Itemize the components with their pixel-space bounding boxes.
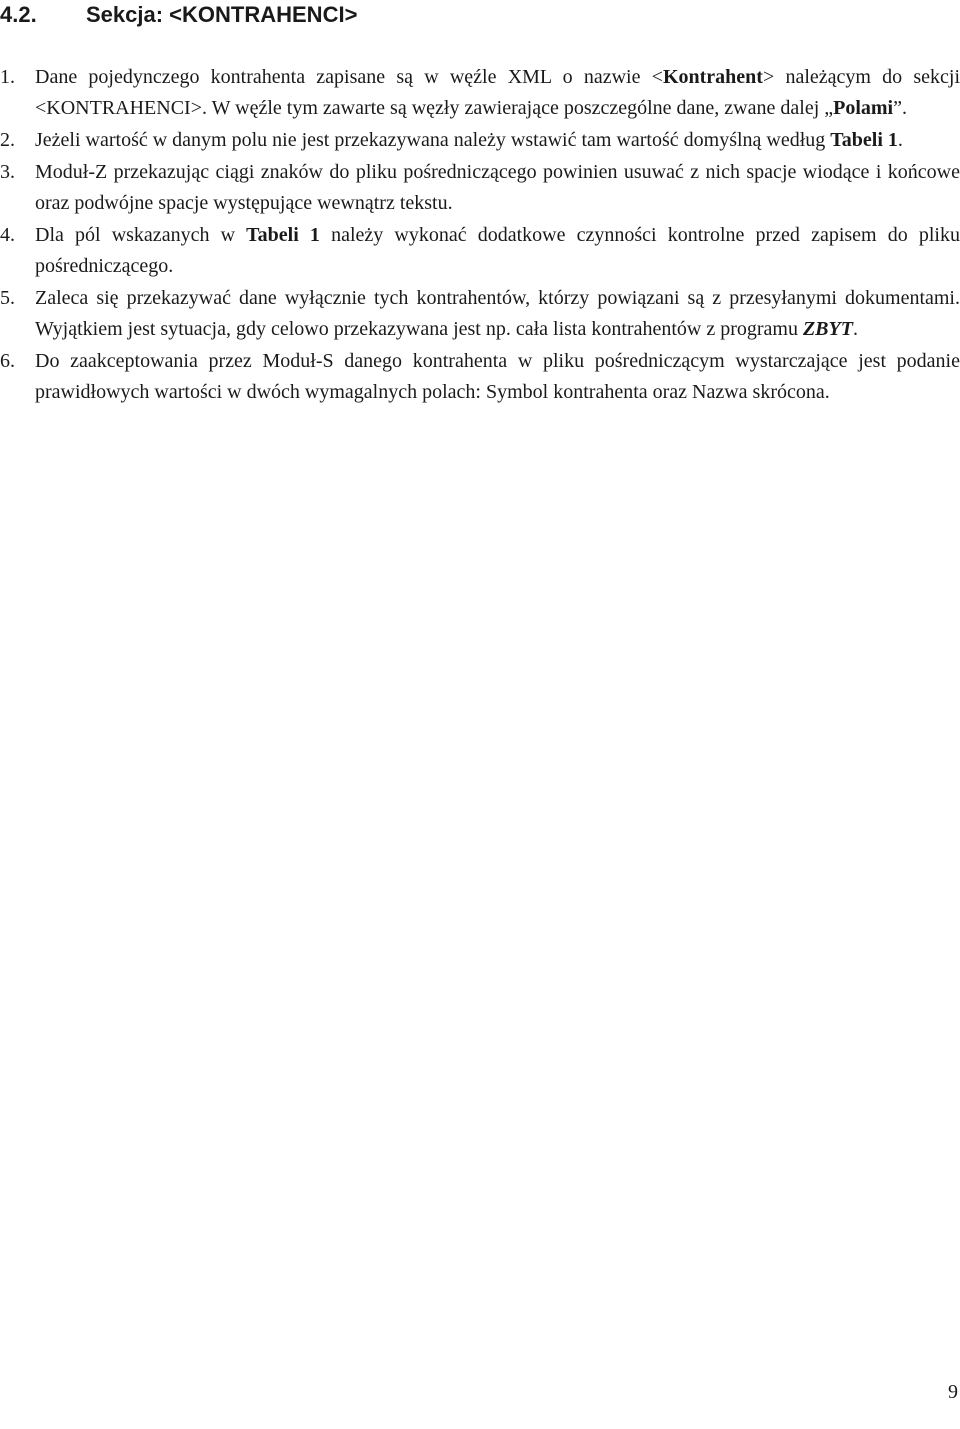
list-item-3: 3. Moduł-Z przekazując ciągi znaków do pliku pośredniczącego powinien usuwać z nich spacje wiodące i końcowe oraz podwójne spacje występujące wewnątrz tekstu. <box>0 157 960 219</box>
page-number: 9 <box>948 1381 958 1403</box>
node-name-kontrahent: Kontrahent <box>662 66 763 88</box>
table-reference: Tabeli 1 <box>830 129 898 151</box>
item-number: 6. <box>0 350 15 372</box>
list-item-4: 4. Dla pól wskazanych w Tabeli 1 należy wykonać dodatkowe czynności kontrolne przed zapisem do pliku pośredniczącego. <box>0 220 960 282</box>
item-number: 2. <box>0 129 15 151</box>
list-item-6: 6. Do zaakceptowania przez Moduł-S danego kontrahenta w pliku pośredniczącym wystarczające jest podanie prawidłowych wartości w dwóch wymagalnych polach: Symbol kontrahenta oraz Nazwa skrócona. <box>0 346 960 408</box>
term-polami: Polami <box>833 97 894 119</box>
item-number: 3. <box>0 161 15 183</box>
section-number: 4.2. <box>0 2 37 27</box>
item-number: 4. <box>0 224 15 246</box>
item-number: 5. <box>0 287 15 309</box>
requirements-list <box>0 62 960 409</box>
list-item-5: 5. Zaleca się przekazywać dane wyłącznie tych kontrahentów, którzy powiązani są z przesyłanymi dokumentami. Wyjątkiem jest sytuacja, gdy celowo przekazywana jest np. cała lista kontrahentów z programu ZBYT. <box>0 283 960 345</box>
section-title: Sekcja: <KONTRAHENCI> <box>86 2 358 27</box>
program-name-zbyt: ZBYT <box>802 318 853 340</box>
item-number: 1. <box>0 66 15 88</box>
list-item-1: 1. Dane pojedynczego kontrahenta zapisane są w węźle XML o nazwie <Kontrahent> należącym do sekcji <KONTRAHENCI>. W węźle tym zawarte są węzły zawierające poszczególne dane, zwane dalej „Polami”. <box>0 62 960 124</box>
section-heading <box>0 0 357 30</box>
table-reference: Tabeli 1 <box>246 224 320 246</box>
list-item-2: 2. Jeżeli wartość w danym polu nie jest przekazywana należy wstawić tam wartość domyślną według Tabeli 1. <box>0 125 960 156</box>
